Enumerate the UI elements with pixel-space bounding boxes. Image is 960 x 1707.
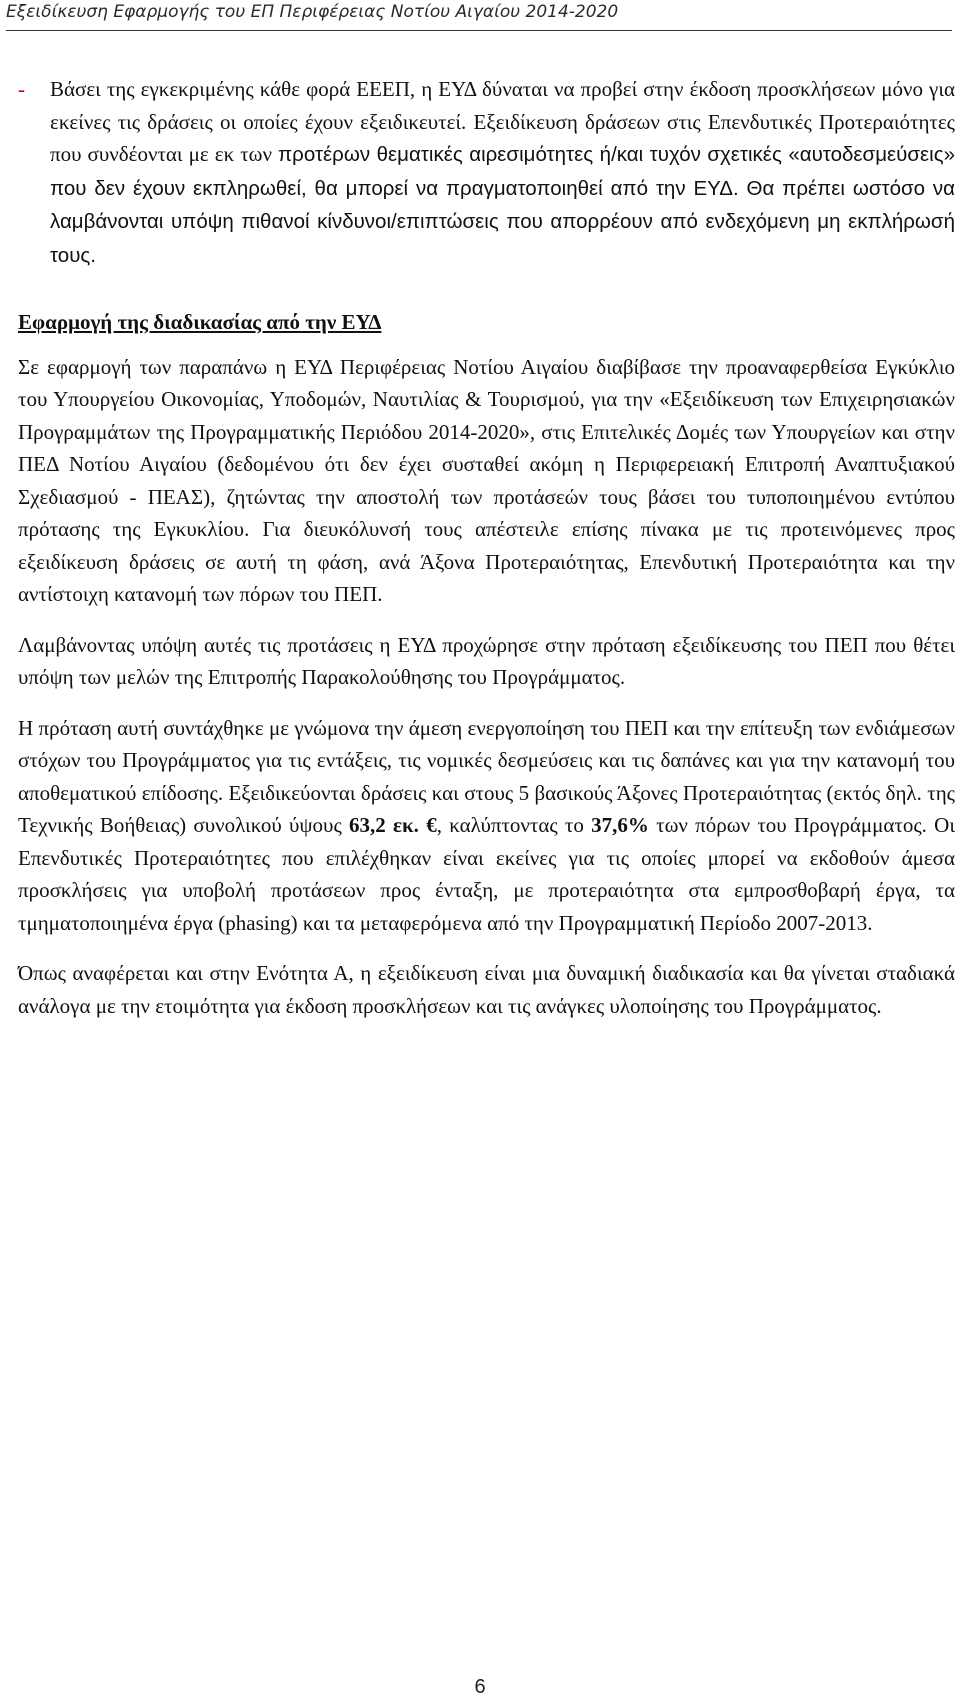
budget-percent: 37,6% [591,813,649,837]
section-heading: Εφαρμογή της διαδικασίας από την ΕΥΔ [18,310,382,334]
bullet-text-lead: Βάσει της εγκεκριμένης κάθε φορά ΕΕΕΠ, η ΕΥΔ δύναται να προβεί στην έκδοση προσκλήσεων μόνο για εκείνες τις δράσεις οι οποίες έχουν εξειδικευτεί. Εξειδίκευση δράσεων στις Επενδυτικές Προτεραιότητες που συνδέονται με εκ των [50,77,955,166]
bullet-text [50,73,955,272]
budget-amount: 63,2 εκ. € [349,813,437,837]
paragraph-3-text-b: , καλύπτοντας το [436,813,592,837]
paragraph-1: Σε εφαρμογή των παραπάνω η ΕΥΔ Περιφέρειας Νοτίου Αιγαίου διαβίβασε την προαναφερθείσα Εγκύκλιο του Υπουργείου Οικονομίας, Υποδομών, Ναυτιλίας & Τουρισμού, για την «Εξειδίκευση των Επιχειρησιακών Προγραμμάτων της Προγραμματικής Περιόδου 2014-2020», στις Επιτελικές Δομές των Υπουργείων και στην ΠΕΔ Νοτίου Αιγαίου (δεδομένου ότι δεν έχει συσταθεί ακόμη η Περιφερειακή Επιτροπή Αναπτυξιακού Σχεδιασμού - ΠΕΑΣ), ζητώντας την αποστολή των προτάσεών τους βάσει του τυποποιημένου εντύπου πρότασης της Εγκυκλίου. Για διευκόλυνσή τους απέστειλε επίσης πίνακα με τις προτεινόμενες προς εξειδίκευση δράσεις σε αυτή τη φάση, ανά Άξονα Προτεραιότητας, Επενδυτική Προτεραιότητα και την αντίστοιχη κατανομή των πόρων του ΠΕΠ. [18,354,955,606]
page-number: 6 [474,1676,486,1698]
bullet-text-sans: προτέρων θεματικές αιρεσιμότητες ή/και τυχόν σχετικές «αυτοδεσμεύσεις» που δεν έχουν εκπληρωθεί, θα μπορεί να πραγματοποιηθεί από την ΕΥΔ. Θα πρέπει ωστόσο να λαμβάνονται υπόψη πιθανοί κίνδυνοι/επιπτώσεις που απορρέουν από ενδεχόμενη μη εκπλήρωσή τους. [50,143,955,267]
bullet-dash: - [18,77,25,101]
paragraph-4: Όπως αναφέρεται και στην Ενότητα Α, η εξειδίκευση είναι μια δυναμική διαδικασία και θα γίνεται σταδιακά ανάλογα με την ετοιμότητα για έκδοση προσκλήσεων και τις ανάγκες υλοποίησης του Προγράμματος. [18,961,955,1018]
bullet-item [18,73,955,272]
paragraph-3-text-c: των πόρων του Προγράμματος. Οι Επενδυτικές Προτεραιότητες που επιλέχθηκαν είναι εκείνες για τις οποίες μπορεί να εκδοθούν άμεσα προσκλήσεις για υποβολή προτάσεων προς ένταξη, με προτεραιότητα στα εμπροσθοβαρή έργα, τα τμηματοποιημένα έργα (phasing) και τα μεταφερόμενα από την Προγραμματική Περίοδο 2007-2013. [18,813,955,935]
paragraph-2: Λαμβάνοντας υπόψη αυτές τις προτάσεις η ΕΥΔ προχώρησε στην πρόταση εξειδίκευσης του ΠΕΠ που θέτει υπόψη των μελών της Επιτροπής Παρακολούθησης του Προγράμματος. [18,632,955,689]
header-rule [6,30,952,31]
document-body [18,73,955,1040]
paragraph-3 [18,712,955,940]
paragraph-3-text-a: Η πρόταση αυτή συντάχθηκε με γνώμονα την άμεση ενεργοποίηση του ΠΕΠ και την επίτευξη των ενδιάμεσων στόχων του Προγράμματος για τις εντάξεις, τις νομικές δεσμεύσεις και τις δαπάνες και για την κατανομή του αποθεματικού επίδοσης. Εξειδικεύονται δράσεις και στους 5 βασικούς Άξονες Προτεραιότητας (εκτός δηλ. της Τεχνικής Βοήθειας) συνολικού ύψους [18,715,955,837]
running-header: Εξειδίκευση Εφαρμογής του ΕΠ Περιφέρειας Νοτίου Αιγαίου 2014-2020 [6,2,619,22]
